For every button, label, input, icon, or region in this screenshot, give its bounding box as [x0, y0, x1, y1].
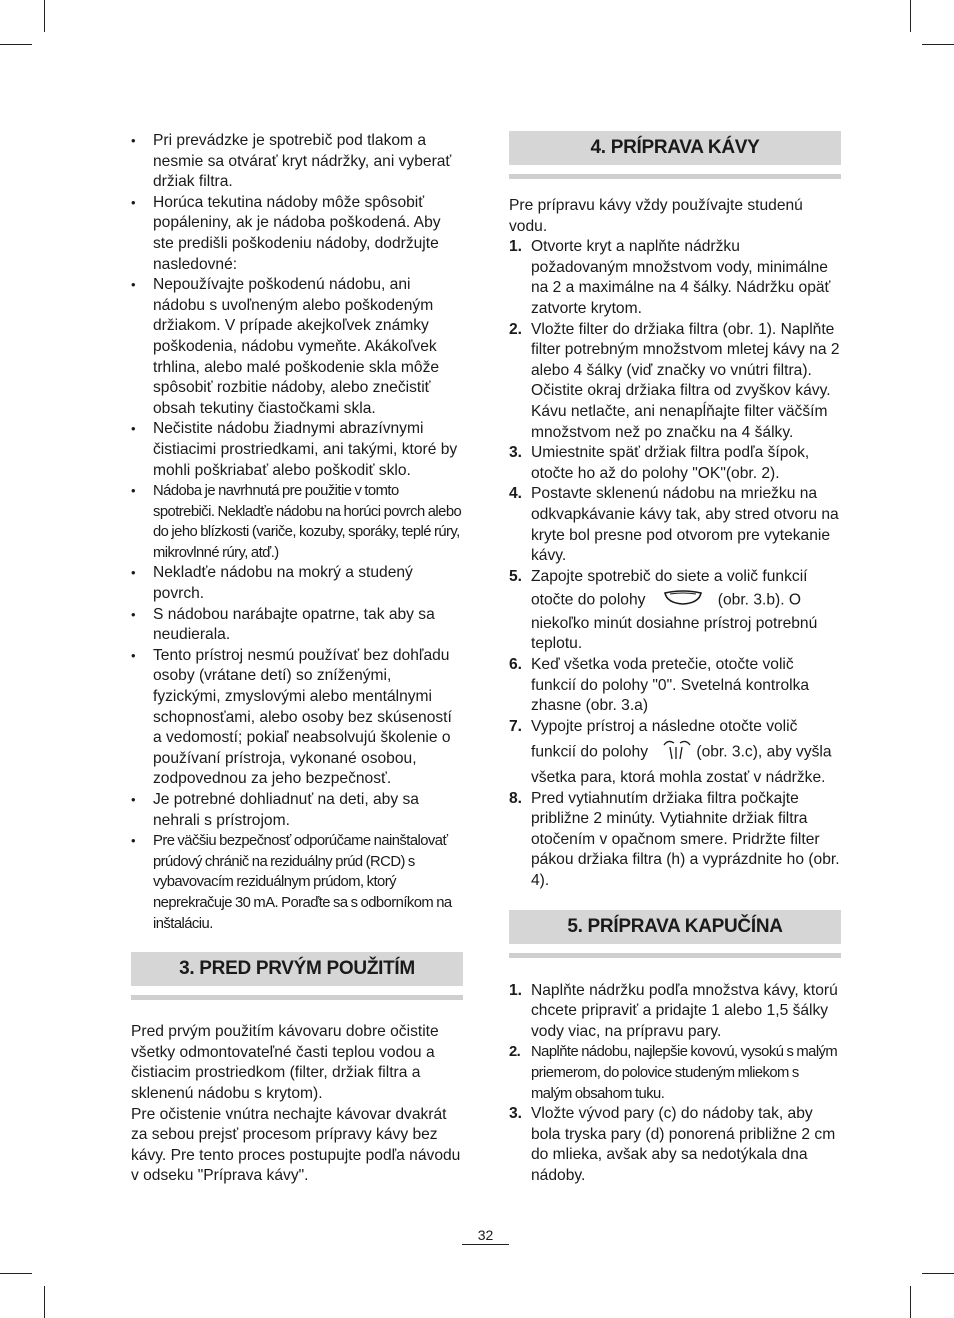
list-item: • Nečistite nádobu žiadnymi abrazívnymi čistiacimi prostriedkami, ani takými, ktoré by mohli poškriabať alebo poškodiť sklo.	[131, 419, 463, 481]
list-item	[509, 320, 841, 444]
crop-mark	[922, 44, 954, 45]
list-item	[509, 484, 841, 566]
coffee-steps-list	[509, 237, 841, 891]
list-item: • Nepoužívajte poškodenú nádobu, ani nádobu s uvoľneným alebo poškodeným držiakom. V prípade akejkoľvek známky poškodenia, nádobu vymeňte. Akákoľvek trhlina, alebo malé poškodenie skla môže spôsobiť rozbitie nádoby, alebo znečistiť obsah tekutiny čiastočkami skla.	[131, 275, 463, 419]
step-number: 3.	[509, 1105, 523, 1123]
steam-icon	[658, 737, 694, 768]
step-text: Keď všetka voda pretečie, otočte volič funkcií do polohy "0". Svetelná kontrolka zhasne (obr. 3.a)	[531, 656, 810, 715]
crop-mark	[922, 1273, 954, 1274]
step-text: Naplňte nádržku podľa množstva kávy, ktorú chcete pripraviť a pridajte 1 alebo 1,5 šálky vody viac, na prípravu pary.	[531, 981, 838, 1040]
list-item: • Nádoba je navrhnutá pre použitie v tomto spotrebiči. Nekladťe nádobu na horúci povrch alebo do jeho blízkosti (variče, kozuby, sporáky, teplé rúry, mikrovlnné rúry, atď.)	[131, 481, 463, 563]
step-number: 7.	[509, 717, 523, 735]
list-item	[509, 443, 841, 484]
list-item	[509, 1042, 841, 1104]
step-number: 3.	[509, 444, 523, 462]
crop-mark	[910, 0, 911, 32]
list-item	[509, 655, 841, 717]
cappuccino-steps-list	[509, 981, 841, 1187]
list-item: • Tento prístroj nesmú používať bez dohľadu osoby (vrátane detí) so zníženými, fyzickými, zmyslovými alebo mentálnymi schopnosťami, alebo osoby bez skúseností a vedomostí; pokiaľ neabsolvujú školenie o používaní prístroja, vykonané osobou, zodpovednou za jeho bezpečnosť.	[131, 646, 463, 790]
step-number: 4.	[509, 485, 523, 503]
safety-bullet-list	[131, 131, 463, 934]
crop-mark	[0, 1273, 32, 1274]
left-column	[131, 131, 463, 1187]
list-item	[509, 1104, 841, 1186]
page-number: 32	[477, 1227, 494, 1243]
step-text: Zapojte spotrebič do siete a volič funkcií otočte do polohy	[531, 567, 808, 609]
list-item	[509, 789, 841, 892]
step-text: Otvorte kryt a naplňte nádržku požadovaným množstvom vody, minimálne na 2 a maximálne na 4 šálky. Nádržku opäť zatvorte krytom.	[531, 238, 831, 317]
step-number: 6.	[509, 656, 523, 674]
list-item	[509, 981, 841, 1043]
step-number: 2.	[509, 320, 523, 338]
page-number-underline	[462, 1244, 509, 1245]
list-item	[509, 237, 841, 319]
list-item	[509, 717, 841, 789]
step-text: (obr. 3.b). O niekoľko minút dosiahne prístroj potrebnú teplotu.	[531, 591, 818, 653]
paragraph: Pre očistenie vnútra nechajte kávovar dvakrát za sebou prejsť procesom prípravy kávy bez kávy. Pre tento proces postupujte podľa návodu v odseku "Príprava kávy".	[131, 1105, 461, 1185]
crop-mark	[0, 44, 32, 45]
list-item: • S nádobou narábajte opatrne, tak aby sa neudierala.	[131, 605, 463, 646]
step-text: Pred vytiahnutím držiaka filtra počkajte približne 2 minúty. Vytiahnite držiak filtra otočením v opačnom smere. Pridržte filter pákou držiaka filtra (h) a vyprázdnite ho (obr. 4).	[531, 789, 840, 889]
crop-mark	[44, 1286, 45, 1318]
step-number: 5.	[509, 567, 523, 585]
coffee-cup-icon	[662, 587, 704, 614]
list-item: • Je potrebné dohliadnuť na deti, aby sa nehrali s prístrojom.	[131, 790, 463, 831]
step-number: 8.	[509, 789, 523, 807]
step-number: 2.	[509, 1044, 521, 1061]
section-heading: 5. PRÍPRAVA KAPUČÍNA	[509, 910, 841, 944]
step-text: (obr. 3.c), aby vyšla všetka para, ktorá mohla zostať v nádržke.	[531, 743, 832, 787]
list-item	[509, 567, 841, 655]
crop-mark	[910, 1286, 911, 1318]
step-text: Vložte filter do držiaka filtra (obr. 1). Naplňte filter potrebným množstvom mletej kávy na 2 alebo 4 šálky (viď značky vo vnútri filtra). Očistite okraj držiaka filtra od zvyškov kávy. Kávu netlačte, ani nenapĺňajte filter väčším množstvom než po značku na 4 šálky.	[531, 320, 840, 441]
step-text: Postavte sklenenú nádobu na mriežku na odkvapkávanie kávy tak, aby stred otvoru na kryte bol presne pod otvorom pre vytekanie kávy.	[531, 485, 839, 565]
list-item: • Pri prevádzke je spotrebič pod tlakom a nesmie sa otvárať kryt nádržky, ani vyberať držiak filtra.	[131, 131, 463, 193]
section-heading: 3. PRED PRVÝM POUŽITÍM	[131, 952, 463, 986]
step-number: 1.	[509, 981, 523, 999]
paragraph: Pred prvým použitím kávovaru dobre očistite všetky odmontovateľné časti teplou vodou a čistiacim prostriedkom (filter, držiak filtra a sklenenú nádobu s krytom).	[131, 1023, 439, 1102]
step-text: Vložte vývod pary (c) do nádoby tak, aby bola tryska pary (d) ponorená približne 2 cm do mlieka, avšak aby sa nedotýkala dna nádoby.	[531, 1105, 836, 1184]
crop-mark	[44, 0, 45, 32]
list-item: • Nekladťe nádobu na mokrý a studený povrch.	[131, 563, 463, 604]
step-text: Umiestnite späť držiak filtra podľa šípok, otočte ho až do polohy "OK"(obr. 2).	[531, 444, 810, 482]
step-text: Vypojte prístroj a následne otočte volič funkcií do polohy	[531, 717, 798, 761]
list-item: • Horúca tekutina nádoby môže spôsobiť popáleniny, ak je nádoba poškodená. Aby ste predišli poškodeniu nádoby, dodržujte nasledovné:	[131, 193, 463, 275]
list-item: • Pre väčšiu bezpečnosť odporúčame nainštalovať prúdový chránič na reziduálny prúd (RCD) s vybavovacím reziduálnym prúdom, ktorý neprekračuje 30 mA. Poraďte sa s odborníkom na inštaláciu.	[131, 831, 463, 934]
section-heading: 4. PRÍPRAVA KÁVY	[509, 131, 841, 165]
right-column	[509, 131, 841, 1187]
paragraph: Pre prípravu kávy vždy používajte studenú vodu.	[509, 197, 803, 235]
step-text: Naplňte nádobu, najlepšie kovovú, vysokú s malým priemerom, do polovice studeným mliekom s malým obsahom tuku.	[531, 1044, 838, 1102]
step-number: 1.	[509, 238, 523, 256]
